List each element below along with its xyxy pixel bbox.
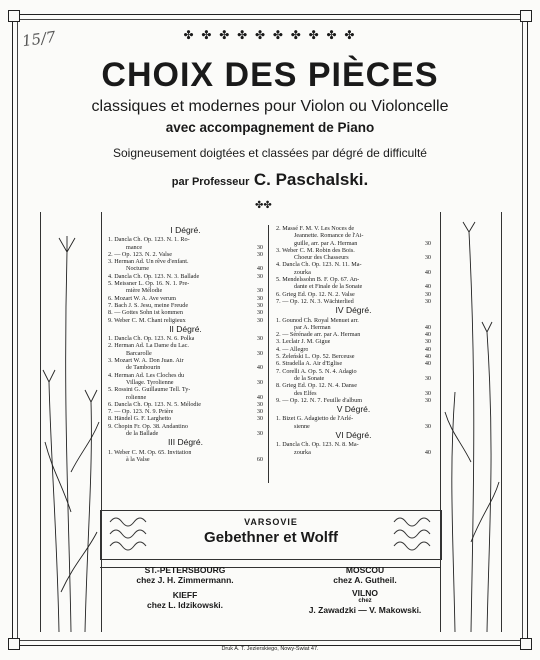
piece-title: 2. Herman Ad. La Dame du Lac. xyxy=(108,342,189,350)
list-item xyxy=(108,258,263,265)
piece-title: 5. Meissner L. Op. 16. N. 1. Pre- xyxy=(108,280,190,288)
list-item xyxy=(108,273,263,280)
piece-price: 30 xyxy=(424,374,431,382)
piece-price: 30 xyxy=(424,239,431,247)
list-item xyxy=(108,364,263,371)
list-item xyxy=(276,291,431,298)
agent-name: J. Zawadzki — V. Makowski. xyxy=(308,605,422,615)
list-item xyxy=(276,247,431,254)
piece-title: 8. — Gottes Sohn ist kommen xyxy=(108,309,183,317)
piece-price xyxy=(260,342,263,349)
piece-title: de la Sonate xyxy=(294,374,325,382)
piece-price: 40 xyxy=(256,364,263,372)
piece-price: 30 xyxy=(256,287,263,295)
piece-price: 40 xyxy=(424,268,431,276)
list-item xyxy=(276,324,431,331)
agent-city: KIEFF xyxy=(172,590,198,600)
degree-heading: V Dégré. xyxy=(336,404,371,415)
piece-title: Choeur des Chasseurs xyxy=(294,254,349,262)
agent-city: MOSCOU xyxy=(345,565,385,575)
list-item xyxy=(108,430,263,437)
publisher-name: Gebethner et Wolff xyxy=(204,529,338,546)
piece-price: 30 xyxy=(424,290,431,298)
list-item xyxy=(276,317,431,324)
piece-price: 40 xyxy=(424,331,431,339)
piece-title: guille, arr. par A. Herman xyxy=(294,239,358,247)
piece-price: 30 xyxy=(256,408,263,416)
agent-kiev xyxy=(110,590,260,610)
piece-price xyxy=(260,449,263,456)
list-item xyxy=(108,408,263,415)
accompaniment-line: avec accompagnement de Piano xyxy=(165,120,375,135)
publisher-box xyxy=(100,510,442,560)
ornament-row: ✤ ✤ ✤ ✤ ✤ ✤ ✤ ✤ ✤ ✤ xyxy=(183,28,357,42)
piece-price xyxy=(260,236,263,243)
piece-price: 30 xyxy=(256,301,263,309)
piece-price: 40 xyxy=(424,323,431,331)
piece-price xyxy=(428,225,431,232)
list-item xyxy=(108,280,263,287)
list-item xyxy=(276,353,431,360)
piece-price: 40 xyxy=(424,283,431,291)
piece-price xyxy=(428,232,431,239)
lily-illustration xyxy=(41,212,101,632)
piece-title: Barcarolle xyxy=(126,349,152,357)
piece-price xyxy=(260,280,263,287)
piece-price: 30 xyxy=(424,297,431,305)
fingering-note: Soigneusement doigtées et classées par dégré de difficulté xyxy=(113,146,427,160)
list-item xyxy=(276,331,431,338)
piece-title: 1. Weber C. M. Op. 65. Invitation xyxy=(108,448,192,456)
piece-price: 30 xyxy=(256,309,263,317)
list-item xyxy=(108,449,263,456)
piece-title: 6. Mozart W. A. Ave verum xyxy=(108,294,176,302)
piece-price: 30 xyxy=(256,430,263,438)
agent-name: chez L. Idzikowski. xyxy=(146,600,224,610)
right-column xyxy=(276,225,431,456)
corner-ornament xyxy=(520,10,532,22)
left-lily-panel xyxy=(40,212,102,632)
degree-heading: II Dégré. xyxy=(169,323,202,334)
piece-title: des Elfes xyxy=(294,389,317,397)
list-item xyxy=(276,441,431,448)
column-divider xyxy=(268,225,269,483)
piece-title: 4. Herman Ad. Les Cloches du xyxy=(108,371,185,379)
list-item xyxy=(108,415,263,422)
professor-name: C. Paschalski. xyxy=(253,170,369,189)
agent-chez: chez xyxy=(358,598,372,604)
wave-ornament xyxy=(108,512,148,556)
list-item xyxy=(108,287,263,294)
page-title: CHOIX DES PIÈCES xyxy=(101,56,439,94)
piece-price xyxy=(260,386,263,393)
agent-name: chez A. Gutheil. xyxy=(333,575,397,585)
piece-price: 30 xyxy=(256,250,263,258)
corner-ornament xyxy=(8,10,20,22)
list-item xyxy=(276,338,431,345)
piece-price: 30 xyxy=(256,316,263,324)
piece-price: 60 xyxy=(256,455,263,463)
right-lily-panel xyxy=(440,212,502,632)
piece-title: rolienne xyxy=(126,393,147,401)
piece-price xyxy=(428,276,431,283)
list-item xyxy=(108,302,263,309)
list-item xyxy=(276,232,431,239)
list-item xyxy=(108,236,263,243)
piece-title: 4. — Allegro xyxy=(276,345,309,353)
piece-title: 5. Żeleński L. Op. 52. Berceuse xyxy=(276,353,355,361)
piece-price xyxy=(428,415,431,422)
piece-price xyxy=(428,368,431,375)
piece-title: 7. Bach J. S. Jesu, meine Freude xyxy=(108,301,189,309)
list-item xyxy=(276,298,431,305)
list-item xyxy=(108,386,263,393)
publisher-city: VARSOVIE xyxy=(244,517,298,527)
list-item xyxy=(276,397,431,404)
piece-title: 4. Dancla Ch. Op. 123. N. 3. Ballade xyxy=(108,272,200,280)
piece-title: par A. Herman xyxy=(294,323,331,331)
piece-price: 40 xyxy=(424,448,431,456)
list-item xyxy=(108,295,263,302)
piece-title: Jeannette. Romance de l'Ai- xyxy=(294,232,364,240)
list-item xyxy=(276,423,431,430)
piece-price: 30 xyxy=(424,338,431,346)
piece-title: 3. Mozart W. A. Don Juan. Air xyxy=(108,357,184,365)
piece-title: mière Mélodie xyxy=(126,287,163,295)
professor-label: par Professeur xyxy=(171,176,250,188)
list-item xyxy=(108,335,263,342)
degree-heading: IV Dégré. xyxy=(335,305,372,316)
piece-title: de Tambourin xyxy=(126,364,161,372)
piece-price: 30 xyxy=(424,389,431,397)
agent-city: VILNO xyxy=(352,588,378,598)
piece-price: 40 xyxy=(424,360,431,368)
agent-stpetersburg xyxy=(110,565,260,585)
piece-title: 7. — Op. 12. N. 3. Wächterlied xyxy=(276,297,354,305)
piece-title: dante et Finale de la Sonate xyxy=(294,283,363,291)
piece-price: 30 xyxy=(256,400,263,408)
degree-heading: VI Dégré. xyxy=(335,430,372,441)
list-item xyxy=(108,401,263,408)
piece-price xyxy=(428,441,431,448)
list-item xyxy=(108,394,263,401)
piece-title: 9. — Op. 12. N. 7. Feuille d'album xyxy=(276,396,363,404)
small-ornament: ✤✤ xyxy=(255,200,272,211)
printer-footer: Druk A. T. Jezierskiego, Nowy-Świat 47. xyxy=(221,646,319,652)
piece-title: 1. Dancla Ch. Op. 123. N. 1. Ro- xyxy=(108,236,190,244)
agent-city: ST.-PETERSBOURG xyxy=(144,565,226,575)
list-item xyxy=(276,254,431,261)
agent-vilno xyxy=(270,588,460,615)
piece-price: 30 xyxy=(256,243,263,251)
piece-title: 5. Rossini G. Guillaume Tell. Ty- xyxy=(108,386,191,394)
list-item xyxy=(108,372,263,379)
piece-title: 2. — Sérénade arr. par A. Herman xyxy=(276,331,361,339)
piece-title: 1. Dancla Ch. Op. 123. N. 6. Polka xyxy=(108,335,195,343)
list-item xyxy=(276,375,431,382)
list-item xyxy=(276,390,431,397)
piece-title: 5. Mendelssohn B. F. Op. 67. An- xyxy=(276,276,360,284)
piece-title: à la Valse xyxy=(126,455,150,463)
piece-title: 3. Herman Ad. Un rêve d'enfant. xyxy=(108,258,189,266)
list-item xyxy=(108,423,263,430)
piece-price: 30 xyxy=(256,294,263,302)
degree-heading: III Dégré. xyxy=(168,437,203,448)
list-item xyxy=(276,283,431,290)
list-item xyxy=(276,449,431,456)
piece-title: Nocturne xyxy=(126,265,150,273)
list-item xyxy=(108,244,263,251)
handwritten-note: 15/7 xyxy=(20,27,57,51)
list-item xyxy=(276,225,431,232)
piece-title: 6. Grieg Ed. Op. 12. N. 2. Valse xyxy=(276,290,355,298)
left-column xyxy=(108,225,263,463)
list-item xyxy=(276,269,431,276)
list-item xyxy=(276,346,431,353)
piece-price: 40 xyxy=(424,345,431,353)
agent-moscow xyxy=(290,565,440,585)
piece-title: 6. Stradella A. Air d'Eglise xyxy=(276,360,343,368)
piece-price: 30 xyxy=(424,396,431,404)
list-item xyxy=(108,456,263,463)
piece-price xyxy=(260,258,263,265)
list-item xyxy=(108,350,263,357)
list-item xyxy=(108,309,263,316)
piece-title: 2. — Op. 123. N. 2. Valse xyxy=(108,250,172,258)
piece-price xyxy=(428,261,431,268)
list-item xyxy=(276,261,431,268)
piece-price: 30 xyxy=(424,254,431,262)
piece-title: 4. Dancla Ch. Op. 123. N. 11. Ma- xyxy=(276,261,362,269)
list-item xyxy=(276,360,431,367)
subtitle: classiques et modernes pour Violon ou Violoncelle xyxy=(91,98,449,115)
piece-title: Village. Tyrolienne xyxy=(126,378,174,386)
piece-price xyxy=(428,247,431,254)
list-item xyxy=(108,357,263,364)
piece-price xyxy=(260,372,263,379)
piece-price: 40 xyxy=(256,265,263,273)
piece-price: 30 xyxy=(424,422,431,430)
piece-price: 30 xyxy=(256,272,263,280)
piece-price: 40 xyxy=(424,353,431,361)
piece-title: 2. Massé F. M. V. Les Noces de xyxy=(276,225,355,232)
list-item xyxy=(276,382,431,389)
piece-price xyxy=(260,423,263,430)
piece-title: 8. Grieg Ed. Op. 12. N. 4. Danse xyxy=(276,382,357,390)
degree-heading: I Dégré. xyxy=(170,225,201,235)
piece-title: sienne xyxy=(294,422,310,430)
list-item xyxy=(276,368,431,375)
agent-name: chez J. H. Zimmermann. xyxy=(136,575,234,585)
list-item xyxy=(108,265,263,272)
piece-price: 40 xyxy=(256,393,263,401)
piece-title: 9. Chopin Fr. Op. 38. Andantino xyxy=(108,422,188,430)
piece-title: zourka xyxy=(294,268,311,276)
piece-title: 9. Weber C. M. Chant religieux xyxy=(108,316,186,324)
piece-price: 30 xyxy=(256,378,263,386)
piece-title: 7. — Op. 123. N. 9. Prière xyxy=(108,408,174,416)
list-item xyxy=(276,240,431,247)
wave-ornament xyxy=(392,512,432,556)
piece-price xyxy=(260,357,263,364)
list-item xyxy=(276,415,431,422)
piece-title: 1. Bizet G. Adagietto de l'Arlé- xyxy=(276,415,354,423)
list-item xyxy=(108,317,263,324)
piece-title: zourka xyxy=(294,448,311,456)
list-item xyxy=(276,276,431,283)
piece-title: 3. Weber C. M. Robin des Bois. xyxy=(276,246,355,254)
piece-price: 30 xyxy=(256,415,263,423)
piece-price: 30 xyxy=(256,349,263,357)
list-item xyxy=(108,342,263,349)
piece-title: de la Ballade xyxy=(126,430,159,438)
piece-price xyxy=(428,382,431,389)
piece-title: 1. Dancla Ch. Op. 123. N. 8. Ma- xyxy=(276,441,359,449)
list-item xyxy=(108,251,263,258)
piece-title: 8. Händel G. F. Larghetto xyxy=(108,415,172,423)
piece-price xyxy=(428,317,431,324)
piece-price: 30 xyxy=(256,335,263,343)
professor-line xyxy=(0,170,540,190)
piece-title: mance xyxy=(126,243,143,251)
piece-title: 6. Dancla Ch. Op. 123. N. 5. Mélodie xyxy=(108,400,201,408)
piece-title: 3. Leclair J. M. Gigue xyxy=(276,338,331,346)
list-item xyxy=(108,379,263,386)
lily-illustration xyxy=(441,212,501,632)
piece-title: 7. Corelli A. Op. 5. N. 4. Adagio xyxy=(276,367,357,375)
piece-title: 1. Gounod Ch. Royal Menuet arr. xyxy=(276,316,359,324)
